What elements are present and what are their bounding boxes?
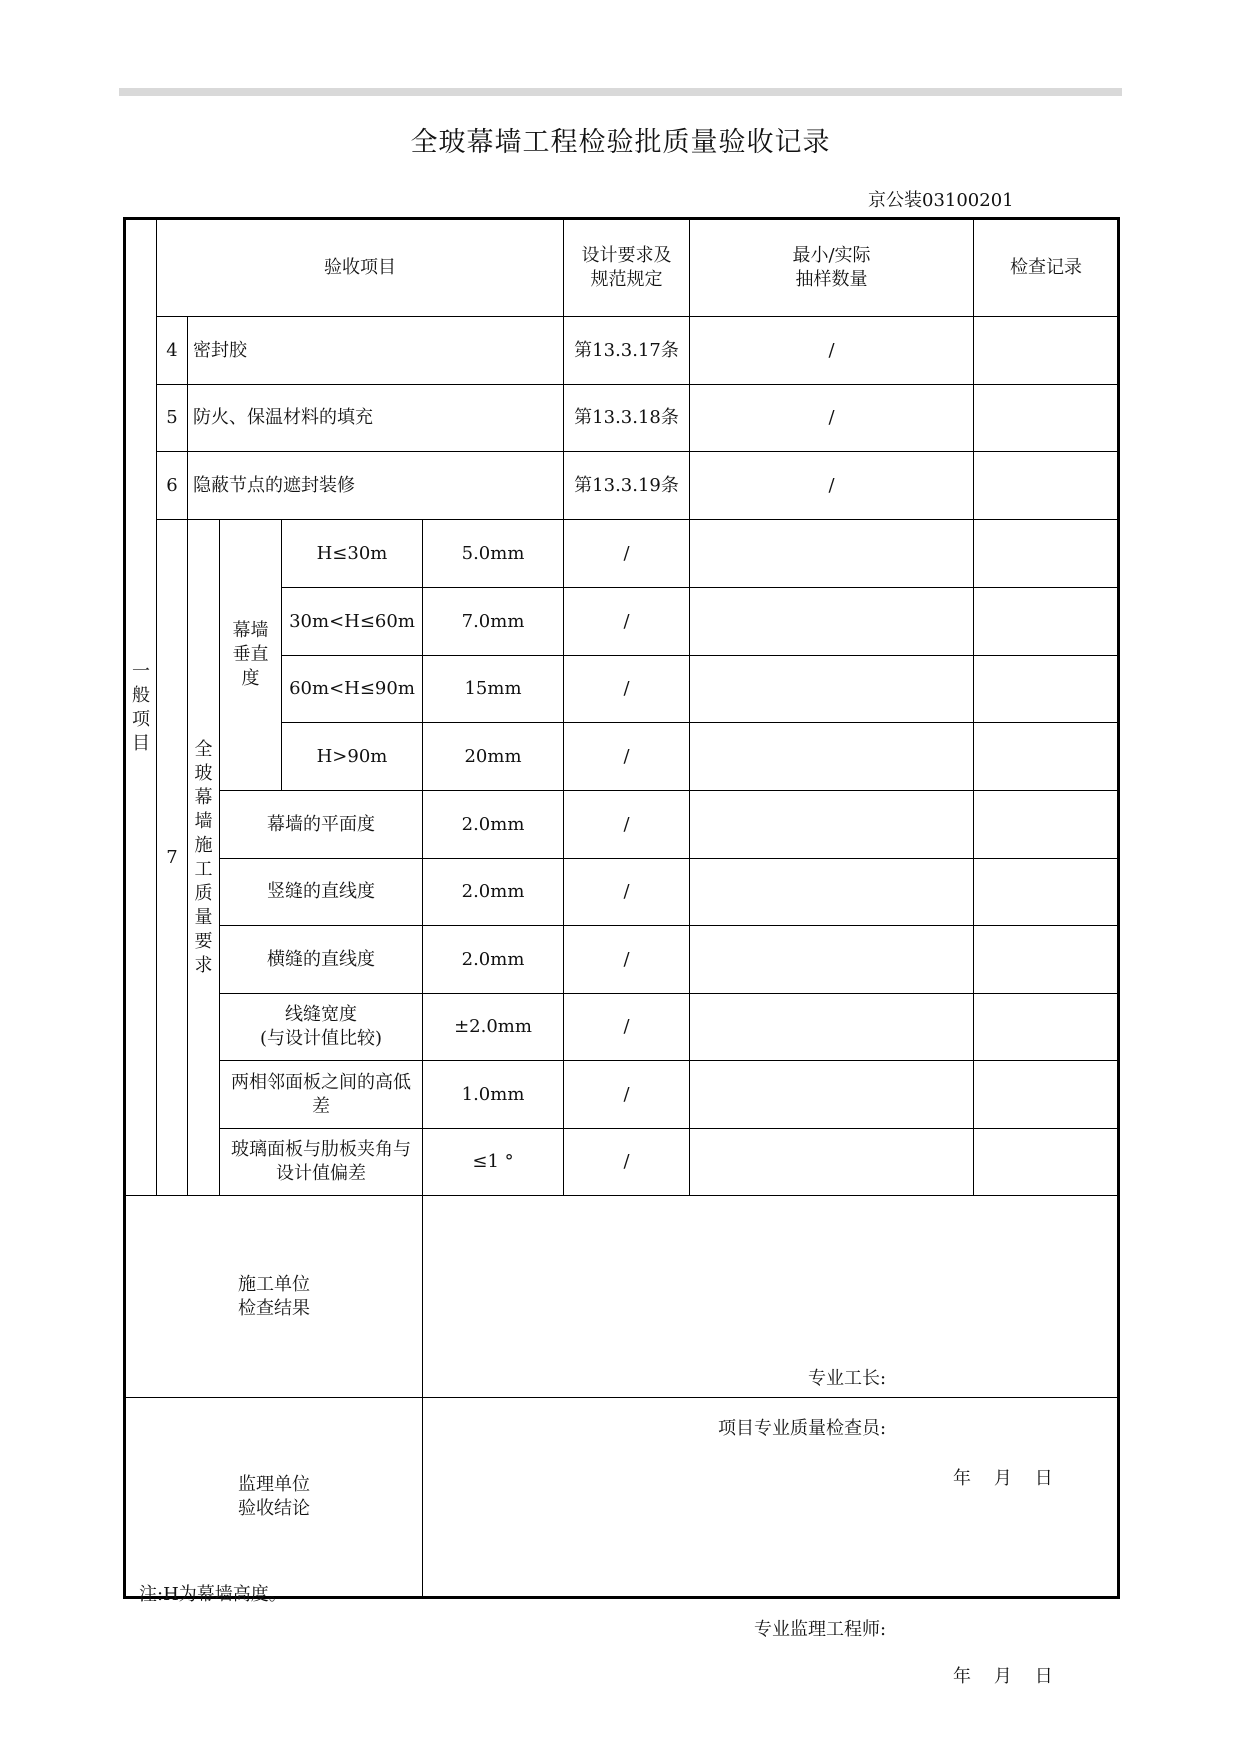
row-record[interactable] — [690, 588, 974, 656]
supervision-date: 年 月 日 — [953, 1666, 1053, 1687]
row-requirement: 5.0mm — [423, 520, 564, 588]
header-requirement: 设计要求及 规范规定 — [564, 219, 690, 317]
row-number: 4 — [157, 317, 188, 385]
condition-cell: H>90m — [282, 723, 423, 791]
table-row — [125, 1129, 1119, 1196]
row-sample: / — [564, 588, 690, 656]
table-row — [125, 317, 1119, 385]
row-requirement: 第13.3.19条 — [564, 452, 690, 520]
inspection-record-table — [123, 217, 1120, 1687]
quality-inspector-label: 项目专业质量检查员: — [717, 1417, 887, 1439]
table-header-row — [125, 219, 1119, 317]
category-cell: 一 般 项 目 — [125, 219, 157, 1196]
row-record[interactable] — [690, 1061, 974, 1129]
table-row — [125, 859, 1119, 926]
form-code: 京公装03100201 — [868, 190, 1014, 211]
header-item: 验收项目 — [157, 219, 564, 317]
construction-unit-label: 施工单位 检查结果 — [125, 1196, 423, 1398]
row-requirement: ≤1 ° — [423, 1129, 564, 1196]
row-requirement: 第13.3.17条 — [564, 317, 690, 385]
row-item: 线缝宽度 (与设计值比较) — [220, 994, 423, 1061]
row-item: 两相邻面板之间的高低 差 — [220, 1061, 423, 1129]
construction-date: 年 月 日 — [953, 1467, 1053, 1489]
row-requirement: 1.0mm — [423, 1061, 564, 1129]
construction-sign-area[interactable] — [423, 1196, 1119, 1489]
table-row — [125, 791, 1119, 859]
table-row — [125, 452, 1119, 520]
row-record[interactable] — [690, 723, 974, 791]
row-sample: / — [564, 859, 690, 926]
row-sample: / — [564, 1061, 690, 1129]
row-item: 竖缝的直线度 — [220, 859, 423, 926]
row-requirement: 2.0mm — [423, 859, 564, 926]
row-sample: / — [564, 926, 690, 994]
row-item: 幕墙的平面度 — [220, 791, 423, 859]
row-sample: / — [564, 994, 690, 1061]
table-row — [125, 520, 1119, 588]
row-number: 6 — [157, 452, 188, 520]
row-requirement: 2.0mm — [423, 926, 564, 994]
row-sample: / — [690, 452, 974, 520]
row-result[interactable] — [974, 859, 1119, 926]
row-item: 防火、保温材料的填充 — [188, 385, 564, 452]
row-result[interactable] — [974, 791, 1119, 859]
foreman-label: 专业工长: — [807, 1367, 887, 1389]
condition-cell: H≤30m — [282, 520, 423, 588]
table-row — [125, 1061, 1119, 1129]
row-sample: / — [690, 317, 974, 385]
row-result[interactable] — [974, 723, 1119, 791]
row-record[interactable] — [690, 520, 974, 588]
row-item: 玻璃面板与肋板夹角与 设计值偏差 — [220, 1129, 423, 1196]
table-row — [125, 926, 1119, 994]
row-sample: / — [564, 656, 690, 723]
row-item: 隐蔽节点的遮封装修 — [188, 452, 564, 520]
construction-unit-row — [125, 1196, 1119, 1398]
row-record[interactable] — [690, 994, 974, 1061]
row-sample: / — [564, 723, 690, 791]
row-result[interactable] — [974, 588, 1119, 656]
row-sample: / — [564, 1129, 690, 1196]
row-requirement: 2.0mm — [423, 791, 564, 859]
row-record[interactable] — [690, 1129, 974, 1196]
group-number: 7 — [157, 520, 188, 1196]
condition-cell: 30m<H≤60m — [282, 588, 423, 656]
row-result[interactable] — [974, 994, 1119, 1061]
header-record: 检查记录 — [974, 219, 1119, 317]
row-record[interactable] — [690, 859, 974, 926]
row-requirement: 15mm — [423, 656, 564, 723]
row-requirement: 7.0mm — [423, 588, 564, 656]
group-label: 全 玻 幕 墙 施 工 质 量 要 求 — [188, 520, 220, 1196]
condition-cell: 60m<H≤90m — [282, 656, 423, 723]
row-requirement: 20mm — [423, 723, 564, 791]
supervision-unit-label: 监理单位 验收结论 — [125, 1398, 423, 1598]
top-rule — [119, 88, 1122, 96]
row-record[interactable] — [690, 926, 974, 994]
footnote: 注:H为幕墙高度。 — [139, 1584, 287, 1605]
vertical-label: 幕墙 垂直 度 — [220, 520, 282, 791]
row-requirement: 第13.3.18条 — [564, 385, 690, 452]
row-record[interactable] — [690, 791, 974, 859]
page-title: 全玻幕墙工程检验批质量验收记录 — [410, 127, 831, 158]
row-sample: / — [564, 791, 690, 859]
table-row — [125, 994, 1119, 1061]
row-item: 横缝的直线度 — [220, 926, 423, 994]
row-result[interactable] — [974, 656, 1119, 723]
row-result[interactable] — [974, 520, 1119, 588]
row-result[interactable] — [974, 1129, 1119, 1196]
row-requirement: ±2.0mm — [423, 994, 564, 1061]
row-item: 密封胶 — [188, 317, 564, 385]
header-sample: 最小/实际 抽样数量 — [690, 219, 974, 317]
row-record[interactable] — [974, 385, 1119, 452]
row-record[interactable] — [690, 656, 974, 723]
row-result[interactable] — [974, 1061, 1119, 1129]
supervision-unit-row — [125, 1398, 1119, 1598]
supervising-engineer-label: 专业监理工程师: — [753, 1619, 887, 1640]
row-result[interactable] — [974, 926, 1119, 994]
row-sample: / — [564, 520, 690, 588]
row-record[interactable] — [974, 452, 1119, 520]
table-row — [125, 385, 1119, 452]
row-record[interactable] — [974, 317, 1119, 385]
row-number: 5 — [157, 385, 188, 452]
row-sample: / — [690, 385, 974, 452]
